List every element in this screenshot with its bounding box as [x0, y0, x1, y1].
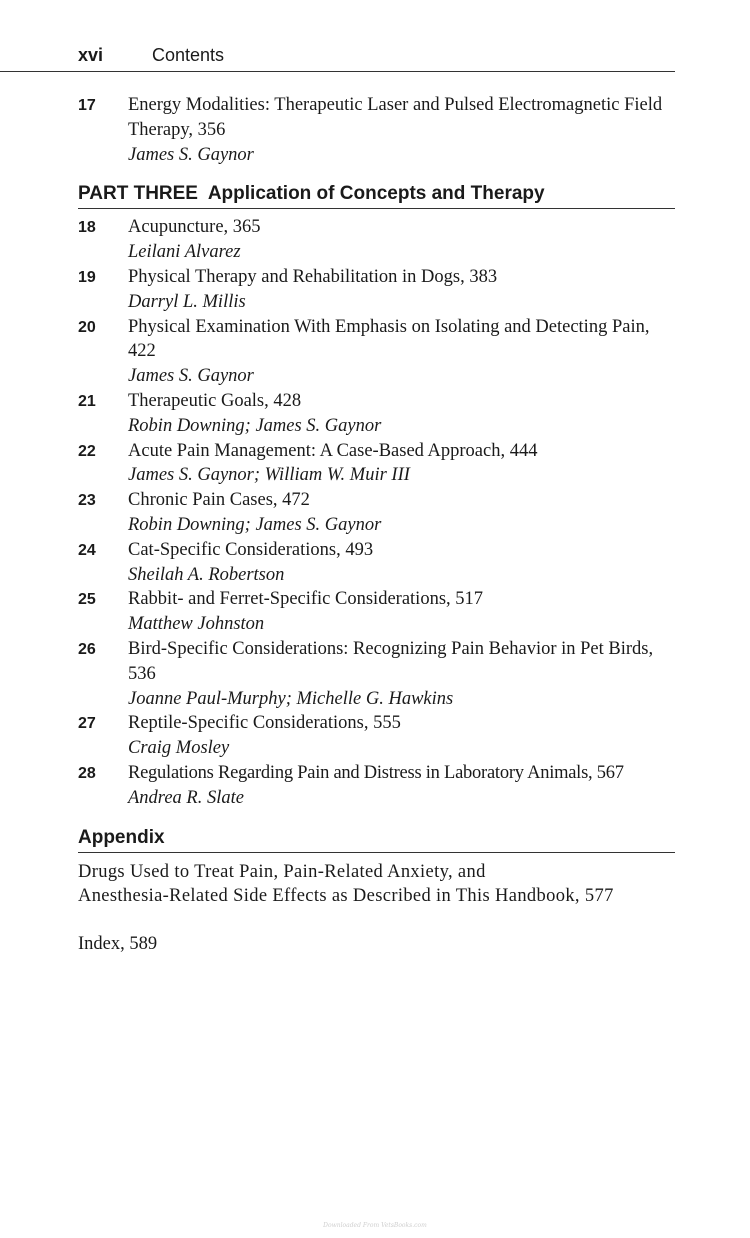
chapter-author: Sheilah A. Robertson	[128, 564, 285, 585]
appendix-line: Anesthesia-Related Side Effects as Described in This Handbook, 577	[78, 886, 614, 907]
toc-entry	[78, 215, 675, 265]
chapter-author: Andrea R. Slate	[128, 787, 244, 808]
toc-entry	[78, 538, 675, 588]
chapter-author: Matthew Johnston	[128, 614, 265, 635]
toc-entry	[78, 265, 675, 315]
appendix-heading: Appendix	[78, 827, 675, 853]
toc-entry	[78, 711, 675, 761]
chapter-title: Cat-Specific Considerations, 493	[128, 539, 374, 560]
chapter-body	[128, 488, 675, 538]
toc-entry	[78, 439, 675, 489]
chapter-author: Robin Downing; James S. Gaynor	[128, 514, 382, 535]
chapter-author: James S. Gaynor	[128, 366, 254, 387]
chapter-body	[128, 315, 675, 389]
chapter-author: Craig Mosley	[128, 738, 230, 759]
chapter-title: Therapeutic Goals, 428	[128, 390, 302, 411]
chapter-title: Acupuncture, 365	[128, 217, 261, 238]
chapter-number: 20	[78, 318, 96, 336]
toc-entry	[78, 637, 675, 711]
chapter-list	[78, 215, 675, 810]
chapter-number: 24	[78, 541, 96, 559]
chapter-title: Bird-Specific Considerations: Recognizing Pain Behavior in Pet Birds, 536	[128, 638, 654, 684]
appendix-line: Drugs Used to Treat Pain, Pain-Related Anxiety, and	[78, 861, 486, 882]
chapter-author: Robin Downing; James S. Gaynor	[128, 415, 382, 436]
chapter-number: 21	[78, 392, 96, 410]
chapter-author: Darryl L. Millis	[128, 291, 246, 312]
chapter-number: 22	[78, 442, 96, 460]
toc-content	[78, 93, 675, 957]
chapter-title: Reptile-Specific Considerations, 555	[128, 713, 401, 734]
running-title: Contents	[152, 45, 225, 65]
toc-entry	[78, 315, 675, 389]
chapter-title: Energy Modalities: Therapeutic Laser and Pulsed Electromagnetic Field Therapy, 356	[128, 95, 663, 140]
chapter-body	[128, 93, 675, 167]
chapter-body	[128, 587, 675, 637]
chapter-title: Acute Pain Management: A Case-Based Approach, 444	[128, 440, 538, 461]
chapter-title: Rabbit- and Ferret-Specific Considerations, 517	[128, 589, 484, 610]
index-entry: Index, 589	[78, 934, 158, 955]
page-header	[0, 43, 675, 72]
part-three-heading: PART THREE Application of Concepts and Therapy	[78, 183, 675, 209]
chapter-author: James S. Gaynor; William W. Muir III	[128, 465, 410, 486]
chapter-number: 26	[78, 640, 96, 658]
appendix-entry	[78, 860, 675, 910]
chapter-body	[128, 761, 675, 811]
chapter-title: Physical Examination With Emphasis on Isolating and Detecting Pain, 422	[128, 316, 650, 362]
toc-entry	[78, 93, 675, 167]
chapter-body	[128, 711, 675, 761]
chapter-title: Chronic Pain Cases, 472	[128, 490, 310, 511]
chapter-body	[128, 538, 675, 588]
toc-entry	[78, 389, 675, 439]
chapter-number: 27	[78, 715, 96, 733]
chapter-number: 17	[78, 97, 96, 114]
chapter-body	[128, 637, 675, 711]
page-number: xvi	[78, 45, 104, 65]
chapter-body	[128, 265, 675, 315]
chapter-body	[128, 439, 675, 489]
chapter-number: 23	[78, 492, 96, 510]
toc-entry	[78, 761, 675, 811]
toc-entry	[78, 488, 675, 538]
chapter-number: 18	[78, 219, 96, 237]
chapter-author: Joanne Paul-Murphy; Michelle G. Hawkins	[128, 688, 454, 709]
chapter-number: 19	[78, 268, 96, 286]
footer-watermark: Downloaded From VetsBooks.com	[323, 1222, 427, 1229]
chapter-body	[128, 215, 675, 265]
toc-entry	[78, 587, 675, 637]
chapter-title: Regulations Regarding Pain and Distress in Laboratory Animals, 567	[128, 762, 624, 783]
chapter-number: 28	[78, 764, 96, 782]
chapter-title: Physical Therapy and Rehabilitation in Dogs, 383	[128, 266, 498, 287]
chapter-author: Leilani Alvarez	[128, 242, 241, 263]
chapter-body	[128, 389, 675, 439]
chapter-author: James S. Gaynor	[128, 144, 254, 165]
chapter-number: 25	[78, 591, 96, 609]
